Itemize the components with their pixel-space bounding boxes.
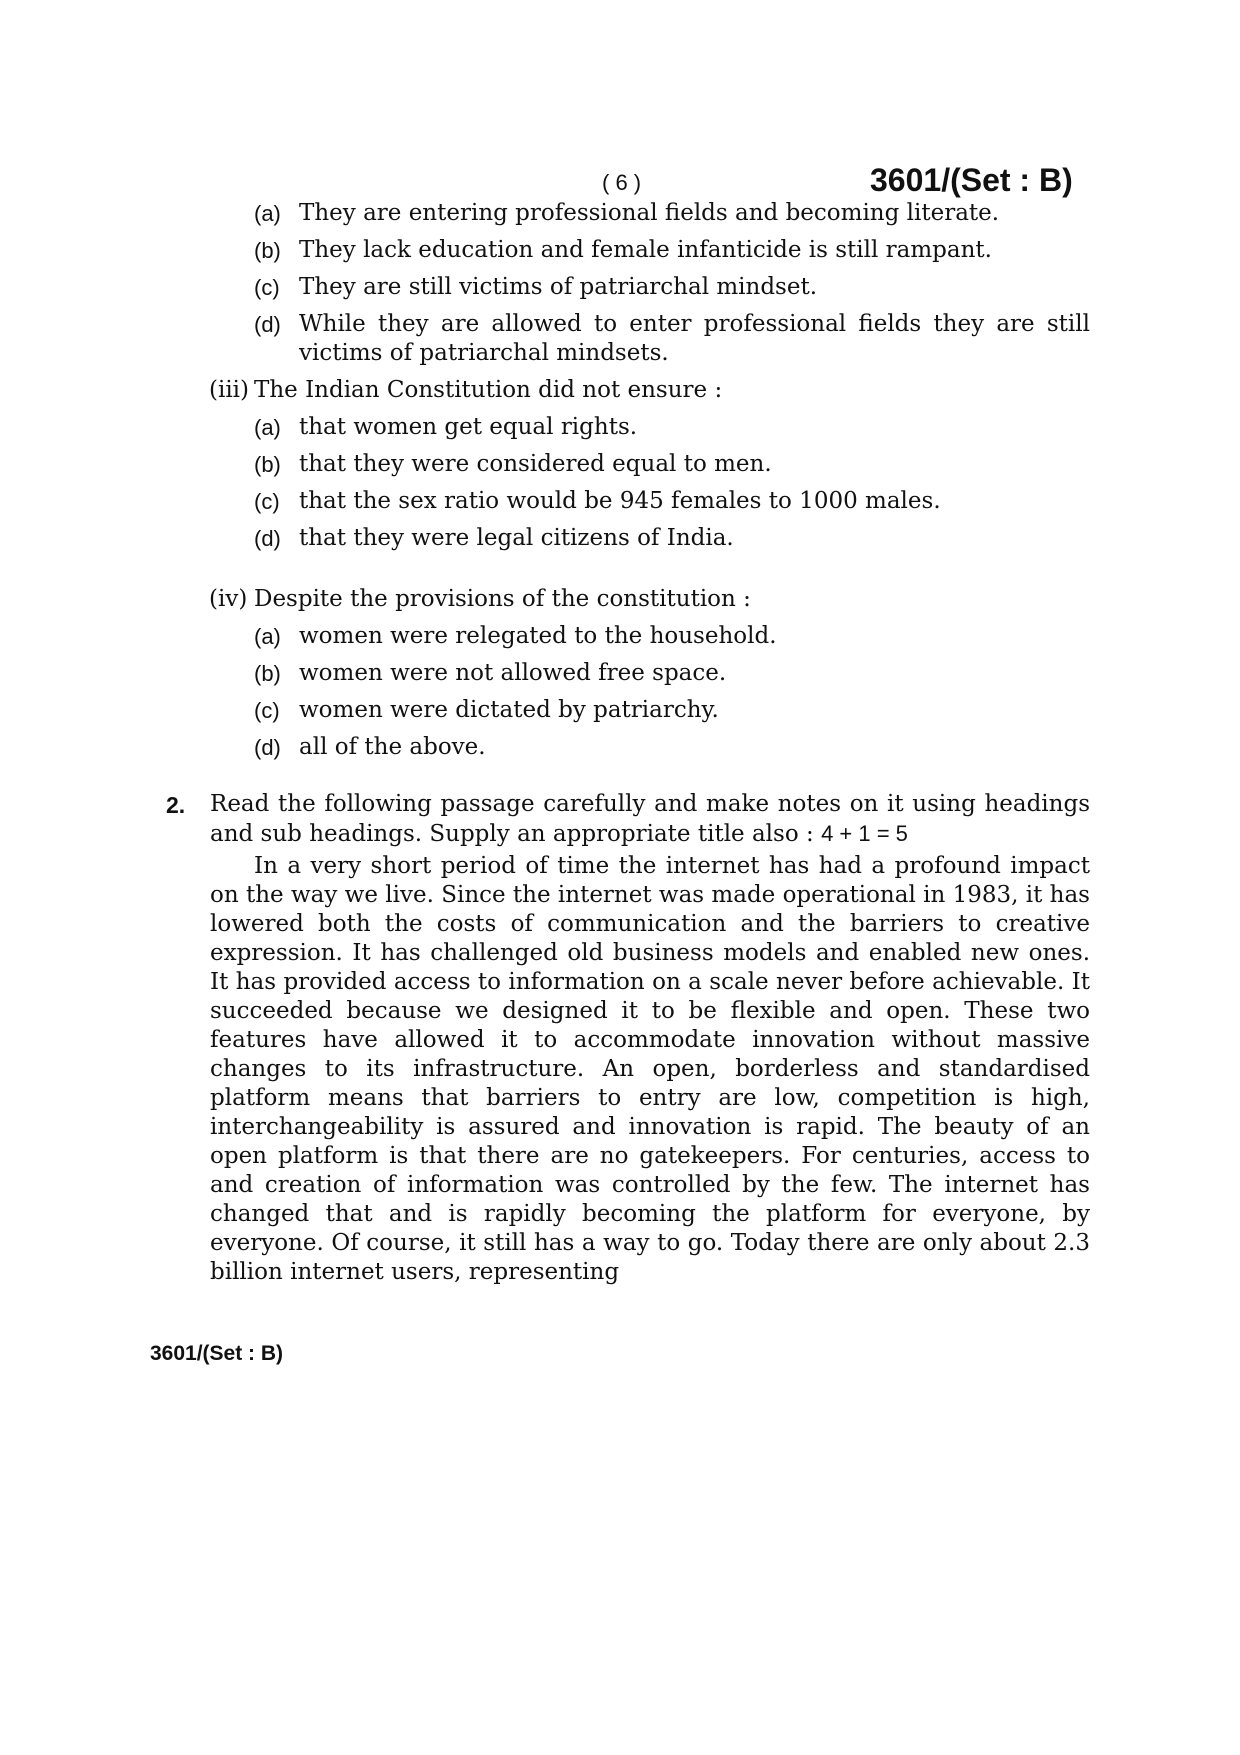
question-2-number: 2. [166, 792, 186, 818]
reading-passage [210, 852, 1090, 1287]
option-text: women were not allowed free space. [299, 660, 727, 686]
option-b [254, 450, 1090, 479]
sub-question-label: (iii) [209, 377, 250, 403]
option-label: (b) [254, 661, 281, 686]
option-text: all of the above. [299, 734, 486, 760]
option-text: that women get equal rights. [299, 414, 638, 440]
paper-code-header: 3601/(Set : B) [870, 162, 1073, 198]
option-text: They are entering professional fields and becoming literate. [299, 200, 1000, 226]
option-label: (b) [254, 238, 281, 263]
option-label: (a) [254, 201, 281, 226]
question-1-continued-options [254, 199, 1090, 376]
option-label: (c) [254, 275, 280, 300]
option-label: (a) [254, 624, 281, 649]
option-b [254, 236, 1090, 265]
sub-question-label: (iv) [209, 586, 248, 612]
sub-question-text: The Indian Constitution did not ensure : [254, 377, 723, 403]
option-d [254, 733, 1090, 762]
passage-text: In a very short period of time the internet has had a profound impact on the way we live. Since the internet was made operational in 1983, it has lowered both the costs of communication and the barriers to creative expression. It has challenged old business models and enabled new ones. It has provided access to information on a scale never before achievable. It succeeded because we designed it to be flexible and open. These two features have allowed it to accommodate innovation without massive changes to its infrastructure. An open, borderless and standardised platform means that barriers to entry are low, competition is high, interchangeability is assured and innovation is rapid. The beauty of an open platform is that there are no gatekeepers. For centuries, access to and creation of information was controlled by the few. The internet has changed that and is rapidly becoming the platform for everyone, by everyone. Of course, it still has a way to go. Today there are only about 2.3 billion internet users, representing [210, 853, 1090, 1285]
sub-question-iii [209, 376, 1090, 561]
option-c [254, 273, 1090, 302]
option-b [254, 659, 1090, 688]
sub-question-iv [209, 585, 1090, 770]
option-c [254, 487, 1090, 516]
option-label: (d) [254, 526, 281, 551]
question-2-instruction [210, 790, 1090, 849]
option-label: (c) [254, 698, 280, 723]
option-label: (b) [254, 452, 281, 477]
option-label: (a) [254, 415, 281, 440]
option-text: While they are allowed to enter professional fields they are still victims of patriarchal mindsets. [299, 311, 1090, 366]
option-label: (c) [254, 489, 280, 514]
option-label: (d) [254, 735, 281, 760]
option-d [254, 524, 1090, 553]
option-c [254, 696, 1090, 725]
option-text: that the sex ratio would be 945 females to 1000 males. [299, 488, 941, 514]
option-text: They lack education and female infanticide is still rampant. [299, 237, 992, 263]
paper-code-footer: 3601/(Set : B) [150, 1342, 284, 1365]
question-2-marks: 4 + 1 = 5 [821, 821, 908, 846]
option-d [254, 310, 1090, 368]
option-text: They are still victims of patriarchal mindset. [299, 274, 818, 300]
option-label: (d) [254, 312, 281, 337]
option-text: women were dictated by patriarchy. [299, 697, 719, 723]
option-a [254, 622, 1090, 651]
page-number: ( 6 ) [602, 170, 642, 195]
option-a [254, 199, 1090, 228]
option-text: that they were legal citizens of India. [299, 525, 734, 551]
option-a [254, 413, 1090, 442]
option-text: women were relegated to the household. [299, 623, 777, 649]
question-2-text: Read the following passage carefully and make notes on it using headings and sub headings. Supply an appropriate title also : [210, 791, 1090, 847]
option-text: that they were considered equal to men. [299, 451, 772, 477]
sub-question-text: Despite the provisions of the constitution : [254, 586, 751, 612]
